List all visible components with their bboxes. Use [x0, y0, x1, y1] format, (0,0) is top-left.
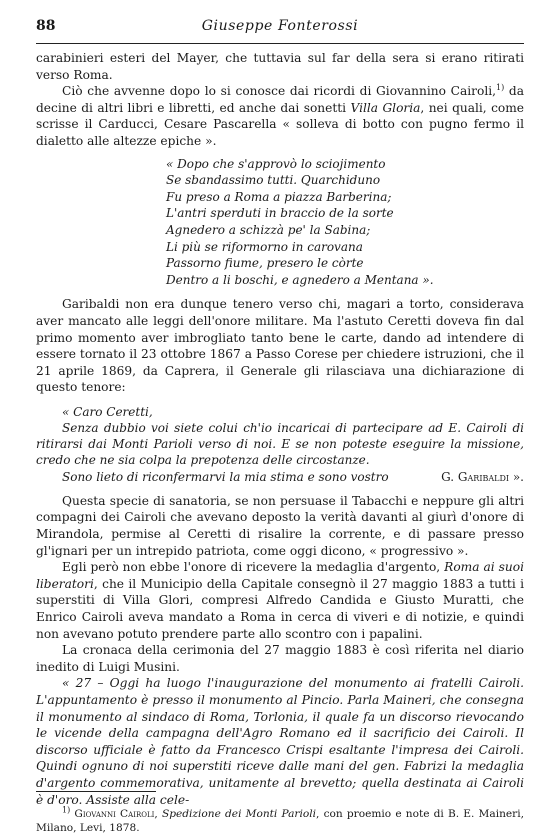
footnote-title: Spedizione dei Monti Parioli	[161, 807, 317, 820]
paragraph-2-text-c: , nei quali, come scrisse il Carducci, Cesare Pascarella « solleva di botto con pugno fermo il dialetto alle altezze epiche ».	[36, 100, 524, 148]
paragraph-4: Questa specie di sanatoria, se non persuase il Tabacchi e neppure gli altri compagni dei Cairoli che avevano deposto la verità davanti al giurì d'onore di Mirandola, permise al Ceretti di risalire la corrente, e di passare presso gl'ignari per un intrepido patriota, come oggi dicono, « progressivo ».	[36, 493, 524, 558]
header-rule	[36, 43, 524, 44]
paragraph-5	[36, 559, 524, 642]
poem-line: L'antri sperduti in braccio de la sorte	[166, 206, 394, 221]
poem-line: Se sbandassimo tutti. Quarchiduno	[166, 173, 381, 188]
paragraph-5-text-b: , che il Municipio della Capitale consegnò il 27 maggio 1883 a tutti i superstiti di Villa Glori, compresi Alfredo Candida e Giusto Muratti, che Enrico Cairoli aveva mandato a Roma in cerca di viveri e di notizie, e quindi non avevano potuto prendere parte allo scontro con i papalini.	[36, 576, 524, 641]
poem-line: Li più se riformorno in carovana	[166, 239, 363, 254]
running-title: Giuseppe Fonterossi	[201, 18, 359, 34]
poem-line: Dentro a li boschi, e agnedero a Mentana ».	[166, 272, 434, 287]
footnote-marker: 1)	[62, 805, 71, 815]
paragraph-3: Garibaldi non era dunque tenero verso chi, magari a torto, considerava aver mancato alle leggi dell'onore militare. Ma l'astuto Ceretti doveva fin dal primo momento aver imbrogliato tanto bene le carte, dando ad intendere di essere tornato il 23 ottobre 1867 a Passo Corese per chiedere istruzioni, che il 21 aprile 1869, da Caprera, il Generale gli rilasciava una dichiarazione di questo tenore:	[36, 297, 524, 395]
letter-body-text: Senza dubbio voi siete colui ch'io incaricai di partecipare ad E. Cairoli di ritirarsi dai Monti Parioli verso di noi. E se non poteste eseguire la missione, credo che ne sia colpa la prepotenza delle circostanze.	[36, 421, 524, 468]
footnote-rest: , con proemio e note di B. E. Maineri, Milano, Levi, 1878.	[36, 807, 524, 835]
poem-line: Agnedero a schizzà pe' la Sabina;	[166, 222, 371, 237]
letter-closing-line	[36, 469, 524, 485]
paragraph-6: La cronaca della cerimonia del 27 maggio 1883 è così riferita nel diario inedito di Luigi Musini.	[36, 643, 524, 674]
running-head	[36, 18, 524, 40]
letter-quote	[36, 404, 524, 485]
medal-title: Roma ai suoi liberatori	[36, 560, 524, 591]
poem-line: Passorno fiume, presero le còrte	[166, 256, 364, 271]
paragraph-2	[36, 83, 524, 149]
footnote: $^{1)}$ Giovanni Cairoli, Spedizione dei Monti Parioli, con proemio e note di B. E. Maineri, Milano, Levi, 1878.	[36, 805, 524, 835]
diary-quote: « 27 – Oggi ha luogo l'inaugurazione del monumento ai fratelli Cairoli. L'appuntamento è presso il monumento al Pincio. Parla Maineri, che consegna il monumento al sindaco di Roma, Torlonia, il quale fa un discorso rievocando le vicende della campagna dell'Agro Romano ed il sacrificio dei Cairoli. Il discorso ufficiale è fatto da Francesco Crispi esaltante l'impresa dei Cairoli. Quindi ognuno di noi superstiti riceve dalle mani del gen. Fabrizi la medaglia d'argento commemorativa, unitamente al brevetto; quella destinata ai Cairoli è d'oro. Assiste alla cele-	[36, 676, 524, 807]
body-text	[36, 50, 524, 808]
footnote-reference: 1)	[496, 83, 505, 93]
page-number: 88	[36, 18, 56, 34]
poem-line: « Dopo che s'approvò lo sciojimento	[166, 156, 386, 171]
letter-signature: G. Garibaldi ».	[441, 469, 524, 484]
paragraph-5-text-a: Egli però non ebbe l'onore di ricevere la medaglia d'argento,	[62, 560, 445, 575]
paragraph-2-text-b: da decine di altri libri e libretti, ed anche dai sonetti	[36, 84, 524, 115]
poem-line: Fu preso a Roma a piazza Barberina;	[166, 189, 392, 204]
letter-body	[36, 420, 524, 469]
paragraph-1: carabinieri esteri del Mayer, che tuttavia sul far della sera si erano ritirati verso Roma.	[36, 51, 524, 82]
paragraph-2-text-a: Ciò che avvenne dopo lo si conosce dai ricordi di Giovannino Cairoli,	[62, 84, 496, 99]
footnote-author: Giovanni Cairoli	[74, 807, 155, 820]
sonnet-title: Villa Gloria	[350, 100, 421, 115]
letter-closing: Sono lieto di riconfermarvi la mia stima e sono vostro	[62, 469, 389, 484]
letter-salutation: « Caro Ceretti,	[62, 404, 153, 419]
poem-quote	[166, 156, 524, 289]
footnote-rule	[36, 791, 156, 792]
